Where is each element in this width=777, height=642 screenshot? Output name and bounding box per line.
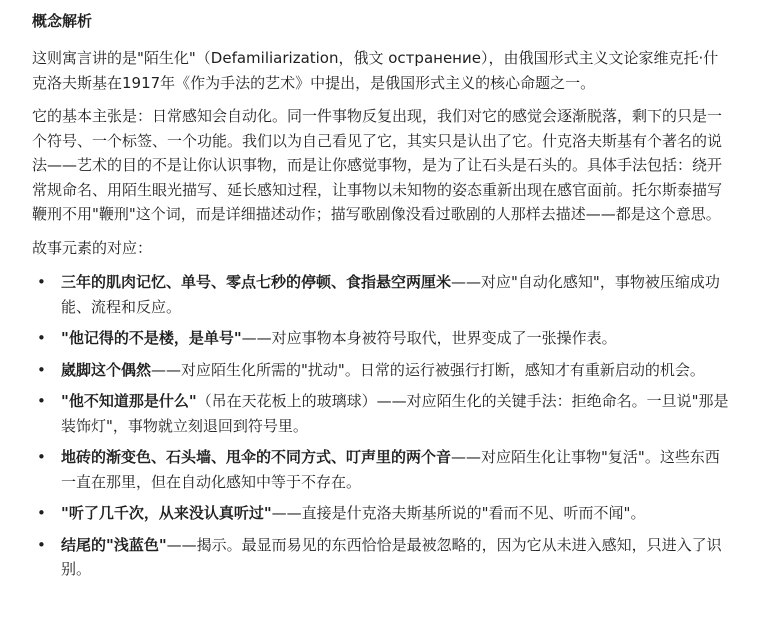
list-item	[32, 270, 729, 319]
list-item	[32, 358, 729, 383]
item-bold-phrase: 结尾的"浅蓝色"	[61, 535, 167, 554]
item-explanation: ——对应"自动化感知"，事物被压缩成功能、流程和反应。	[61, 273, 720, 316]
bullet-icon: •	[37, 360, 46, 379]
bullet-icon: •	[37, 392, 46, 410]
section-heading: 概念解析	[32, 12, 93, 30]
list-item	[32, 445, 729, 494]
list-intro: 故事元素的对应：	[32, 238, 153, 257]
item-explanation: ——对应事物本身被符号取代，世界变成了一张操作表。	[241, 329, 617, 347]
item-explanation: ——对应陌生化所需的"扰动"。日常的运行被强行打断，感知才有重新启动的机会。	[151, 360, 705, 379]
item-bold-phrase: 三年的肌肉记忆、单号、零点七秒的停顿、食指悬空两厘米	[61, 273, 452, 291]
item-explanation: ——直接是什克洛夫斯基所说的"看而不见、听而不闻"。	[271, 504, 646, 522]
paragraph-definition: 这则寓言讲的是"陌生化"（Defamiliarization，俄文 остранение），由俄国形式主义文论家维克托·什克洛夫斯基在1917年《作为手法的艺术》中提出，是俄国形式主义的核心命题之一。	[32, 49, 719, 92]
correspondence-list	[32, 270, 729, 582]
item-explanation: ——揭示。最显而易见的东西恰恰是最被忽略的，因为它从未进入感知，只进入了识别。	[61, 535, 722, 578]
bullet-icon: •	[37, 273, 46, 291]
bullet-icon: •	[37, 504, 46, 522]
bullet-icon: •	[37, 535, 46, 554]
list-item	[32, 326, 729, 351]
bullet-icon: •	[37, 448, 46, 466]
item-bold-phrase: 崴脚这个偶然	[61, 360, 152, 379]
bullet-icon: •	[37, 329, 46, 347]
list-item	[32, 389, 729, 438]
item-bold-phrase: "听了几千次，从来没认真听过"	[61, 504, 272, 522]
item-bold-phrase: "他不知道那是什么"	[61, 392, 197, 410]
list-item	[32, 533, 729, 582]
item-bold-phrase: "他记得的不是楼，是单号"	[61, 329, 242, 347]
item-explanation: （吊在天花板上的玻璃球）——对应陌生化的关键手法：拒绝命名。一旦说"那是装饰灯"，事物就立刻退回到符号里。	[61, 392, 729, 435]
item-explanation: ——对应陌生化让事物"复活"。这些东西一直在那里，但在自动化感知中等于不存在。	[61, 448, 720, 491]
item-bold-phrase: 地砖的渐变色、石头墙、甩伞的不同方式、叮声里的两个音	[61, 448, 452, 466]
paragraph-main-idea: 它的基本主张是：日常感知会自动化。同一件事物反复出现，我们对它的感觉会逐渐脱落，剩下的只是一个符号、一个标签、一个功能。我们以为自己看见了它，其实只是认出了它。什克洛夫斯基有个著名的说法——艺术的目的不是让你认识事物，而是让你感觉事物，是为了让石头是石头的。具体手法包括：绕开常规命名、用陌生眼光描写、延长感知过程，让事物以未知物的姿态重新出现在感官面前。托尔斯泰描写鞭刑不用"鞭刑"这个词，而是详细描述动作；描写歌剧像没看过歌剧的人那样去描述——都是这个意思。	[32, 107, 723, 223]
list-item	[32, 501, 729, 526]
